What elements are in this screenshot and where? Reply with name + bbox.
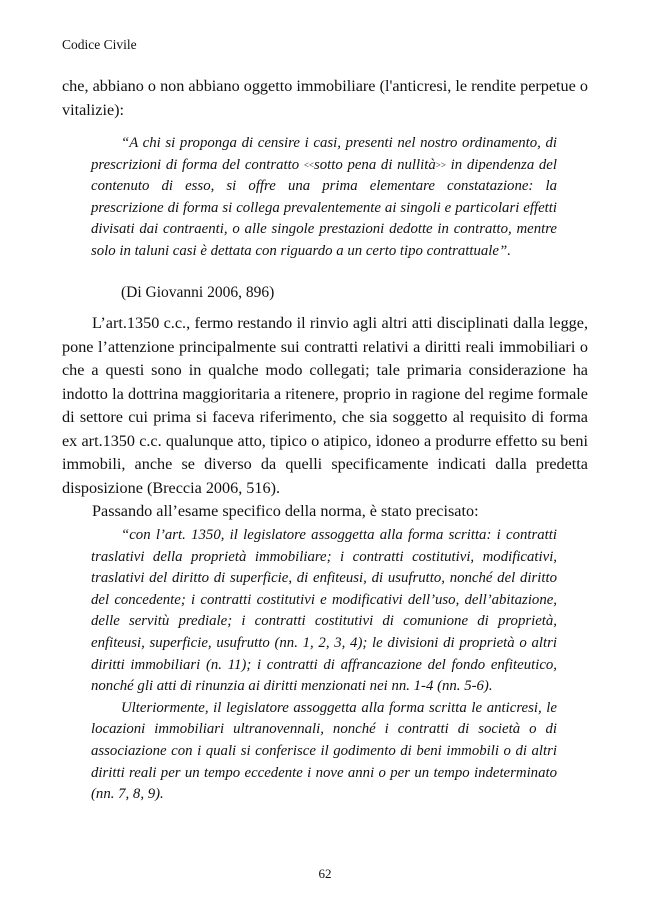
block-quote-2-para1: “con l’art. 1350, il legislatore assoggetta alla forma scritta: i contratti traslativi della proprietà immobiliare; i contratti costitutivi, modificativi, traslativi del diritto di superficie, di enfiteusi, di usufrutto, nonché del diritto del concedente; i contratti costitutivi e modificativi dell’uso, dell’abitazione, delle servitù prediale; i contratti costitutivi di comunione di proprietà, enfiteusi, superficie, usufrutto (nn. 1, 2, 3, 4); le divisioni di proprietà o altri diritti immobiliari (n. 11); i contratti di affrancazione del fondo enfiteutico, nonché gli atti di rinunzia ai diritti menzionati nei nn. 1-4 (nn. 5-6).: [91, 527, 557, 695]
intro-paragraph: [62, 75, 588, 122]
page-number: 62: [318, 866, 332, 881]
paragraph-art-1350: L’art.1350 c.c., fermo restando il rinvio agli altri atti disciplinati dalla legge, pone l’attenzione principalmente sui contratti relativi a diritti reali immobiliari o che a questi sono in qualche modo collegati; tale primaria considerazione ha indotto la dottrina maggioritaria a ritenere, proprio in ragione del regime formale di settore cui prima si faceva riferimento, che sia soggetto al requisito di forma ex art.1350 c.c. qualunque atto, tipico o atipico, idoneo a produrre effetto su beni immobili, anche se diverso da quelli specificamente indicati dalla predetta disposizione (Breccia 2006, 516).: [62, 314, 588, 497]
quote1-part2: in dipendenza del contenuto di esso, si offre una prima elementare constatazione: la prescrizione di forma si collega prevalentemente ai singoli e particolari effetti divisati dai contraenti, o alle singole prestazioni dedotte in contratto, mentre solo in taluni casi è dettata con riguardo a un certo tipo contrattuale”.: [91, 156, 557, 259]
block-quote-1: [91, 133, 557, 263]
main-paragraphs: [62, 312, 588, 524]
quote1-citation: (Di Giovanni 2006, 896): [121, 284, 275, 301]
quote1-quoted-term: sotto pena di nullità: [313, 156, 436, 173]
running-header: Codice Civile: [62, 37, 137, 52]
block-quote-2-para2: Ulteriormente, il legislatore assoggetta alla forma scritta le anticresi, le locazioni immobiliari ultranovennali, nonché i contratti di società o di associazione con i quali si conferisce il godimento di beni immobili o di altri diritti reali per un tempo eccedente i nove anni o per un tempo indeterminato (nn. 7, 8, 9).: [91, 699, 557, 803]
intro-paragraph-text: che, abbiano o non abbiano oggetto immobiliare (l'anticresi, le rendite perpetue o vitalizie):: [62, 77, 588, 119]
block-quote-2: [91, 525, 557, 806]
guillemet-close: >>: [435, 159, 446, 170]
quote1-part1: “A chi si proponga di censire i casi, presenti nel nostro ordinamento, di prescrizioni di forma del contratto: [91, 135, 557, 173]
paragraph-precisato: Passando all’esame specifico della norma, è stato precisato:: [92, 502, 479, 520]
block-quote-1-text: [91, 133, 557, 263]
guillemet-open: <<: [303, 159, 314, 170]
